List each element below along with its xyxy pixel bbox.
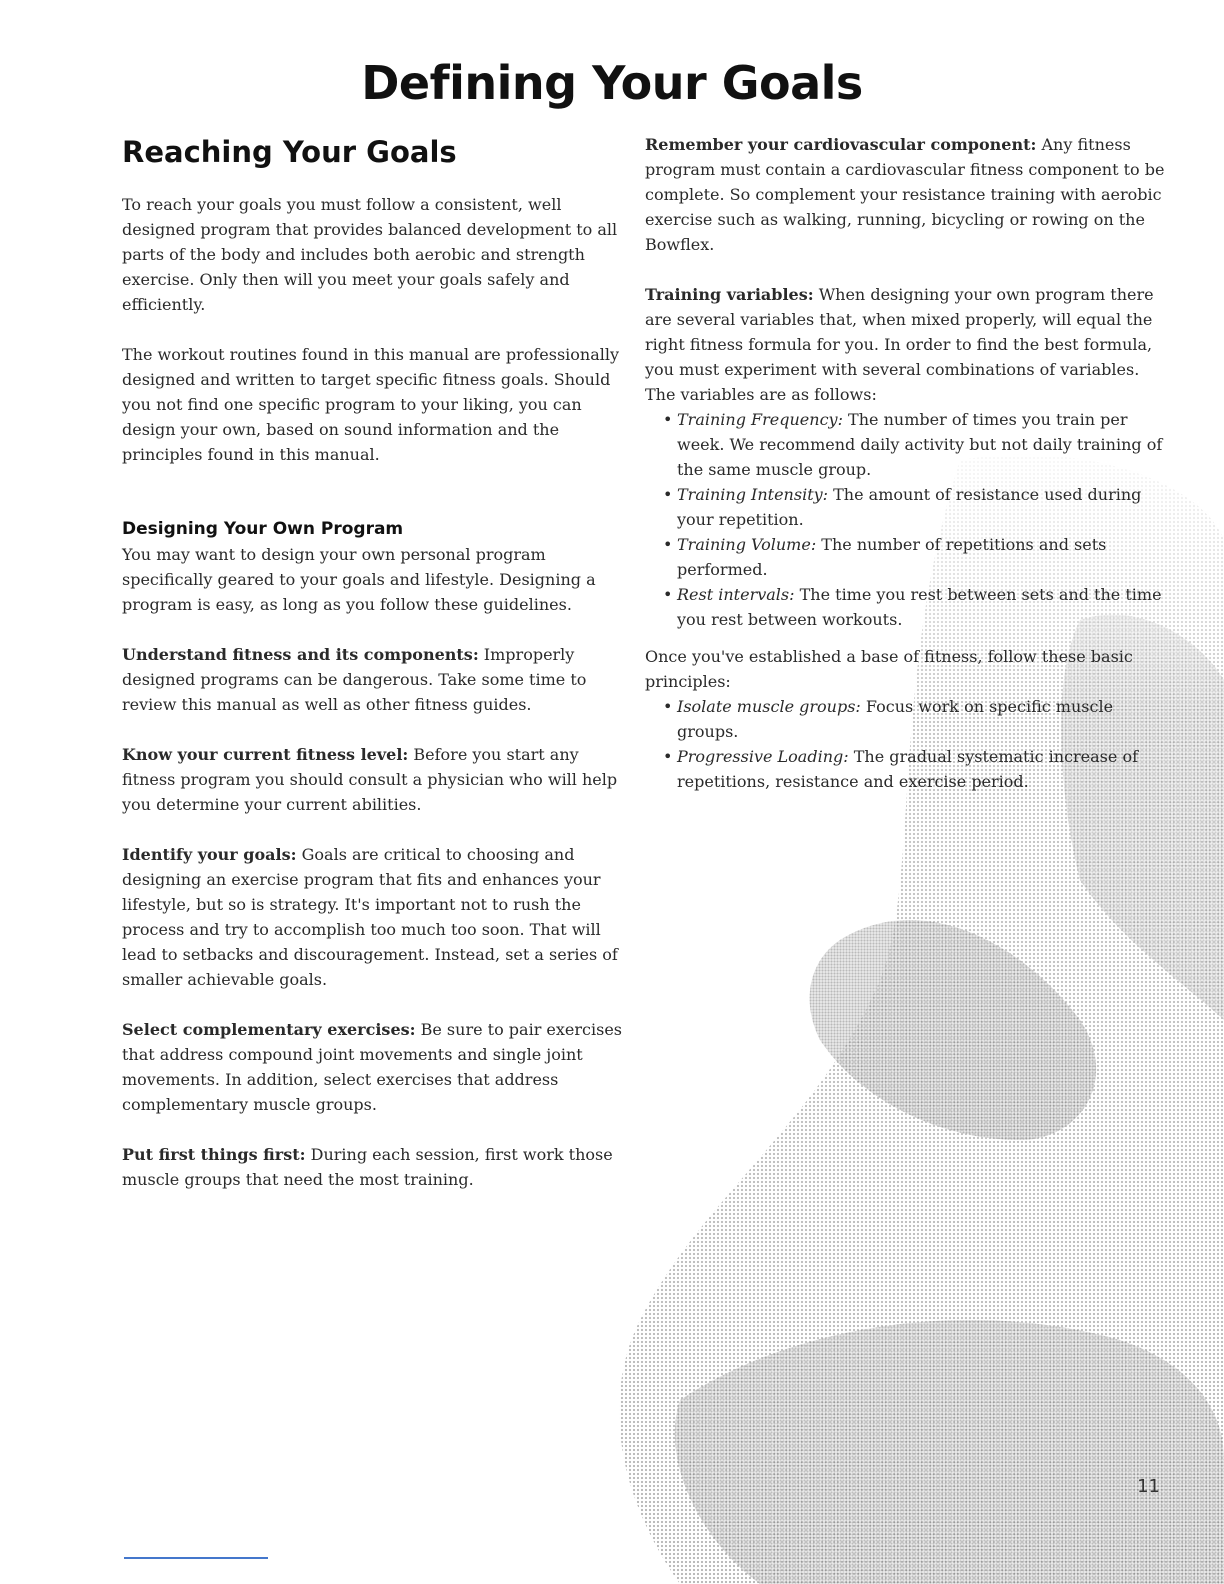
guideline-know-level <box>122 742 622 817</box>
cardio-text: Any fitness program must contain a cardiovascular fitness component to be complete. So complement your resistance training with aerobic exercise such as walking, running, bicycling or rowing on the Bowflex. <box>645 135 1165 254</box>
page-title: Defining Your Goals <box>361 56 863 110</box>
paragraph-designing: You may want to design your own personal program specifically geared to your goals and lifestyle. Designing a program is easy, as long as you follow these guidelines. <box>122 545 596 614</box>
principles-list <box>645 694 1165 794</box>
variable-term: Rest intervals: <box>677 585 795 604</box>
principle-term: Isolate muscle groups: <box>677 697 861 716</box>
guideline-lead: Select complementary exercises: <box>122 1020 416 1039</box>
list-item <box>663 407 1165 482</box>
guideline-lead: Know your current fitness level: <box>122 745 409 764</box>
footer-rule <box>124 1557 268 1559</box>
variables-text: When designing your own program there are several variables that, when mixed properly, will equal the right fitness formula for you. In order to find the best formula, you must experiment with several combinations of variables. The variables are as follows: <box>645 285 1154 404</box>
variable-term: Training Intensity: <box>677 485 829 504</box>
guideline-text: During each session, first work those muscle groups that need the most training. <box>122 1145 613 1189</box>
variable-text: The number of times you train per week. We recommend daily activity but not daily training of the same muscle group. <box>677 410 1163 479</box>
paragraph-routines: The workout routines found in this manual are professionally designed and written to target specific fitness goals. Should you not find one specific program to your liking, you can design your own, based on sound information and the principles found in this manual. <box>122 345 620 464</box>
guideline-text: Improperly designed programs can be dangerous. Take some time to review this manual as well as other fitness guides. <box>122 645 587 714</box>
right-column <box>645 132 1165 806</box>
guideline-identify-goals <box>122 842 622 992</box>
list-item <box>663 532 1165 582</box>
principle-term: Progressive Loading: <box>677 747 849 766</box>
variable-text: The number of repetitions and sets performed. <box>677 535 1107 579</box>
variable-term: Training Frequency: <box>677 410 843 429</box>
variable-text: The time you rest between sets and the time you rest between workouts. <box>677 585 1162 629</box>
principle-text: The gradual systematic increase of repetitions, resistance and exercise period. <box>677 747 1138 791</box>
guideline-select-exercises <box>122 1017 622 1117</box>
paragraph-intro: To reach your goals you must follow a consistent, well designed program that provides balanced development to all parts of the body and includes both aerobic and strength exercise. Only then will you meet your goals safely and efficiently. <box>122 195 618 314</box>
guideline-text: Be sure to pair exercises that address compound joint movements and single joint movements. In addition, select exercises that address complementary muscle groups. <box>122 1020 623 1114</box>
guideline-text: Goals are critical to choosing and designing an exercise program that fits and enhances your lifestyle, but so is strategy. It's important not to rush the process and try to accomplish too much too soon. That will lead to setbacks and discouragement. Instead, set a series of smaller achievable goals. <box>122 845 618 989</box>
cardio-lead: Remember your cardiovascular component: <box>645 135 1037 154</box>
variables-list <box>645 407 1165 632</box>
guideline-lead: Understand fitness and its components: <box>122 645 479 664</box>
guideline-first-things <box>122 1142 622 1192</box>
list-item <box>663 582 1165 632</box>
list-item <box>663 482 1165 532</box>
variables-lead: Training variables: <box>645 285 814 304</box>
paragraph-cardio <box>645 132 1165 257</box>
principle-text: Focus work on specific muscle groups. <box>677 697 1114 741</box>
guideline-lead: Identify your goals: <box>122 845 297 864</box>
page-number: 11 <box>1137 1476 1160 1497</box>
list-item <box>663 694 1165 744</box>
variable-term: Training Volume: <box>677 535 817 554</box>
variable-text: The amount of resistance used during your repetition. <box>677 485 1142 529</box>
guideline-text: Before you start any fitness program you should consult a physician who will help you determine your current abilities. <box>122 745 618 814</box>
subheading-designing-program: Designing Your Own Program <box>122 519 404 539</box>
left-column <box>122 132 622 1217</box>
paragraph-principles-intro: Once you've established a base of fitness, follow these basic principles: <box>645 647 1133 691</box>
guideline-lead: Put first things first: <box>122 1145 306 1164</box>
guideline-understand-fitness <box>122 642 622 717</box>
paragraph-variables <box>645 282 1165 407</box>
section-heading-reaching-goals: Reaching Your Goals <box>122 135 457 169</box>
list-item <box>663 744 1165 794</box>
